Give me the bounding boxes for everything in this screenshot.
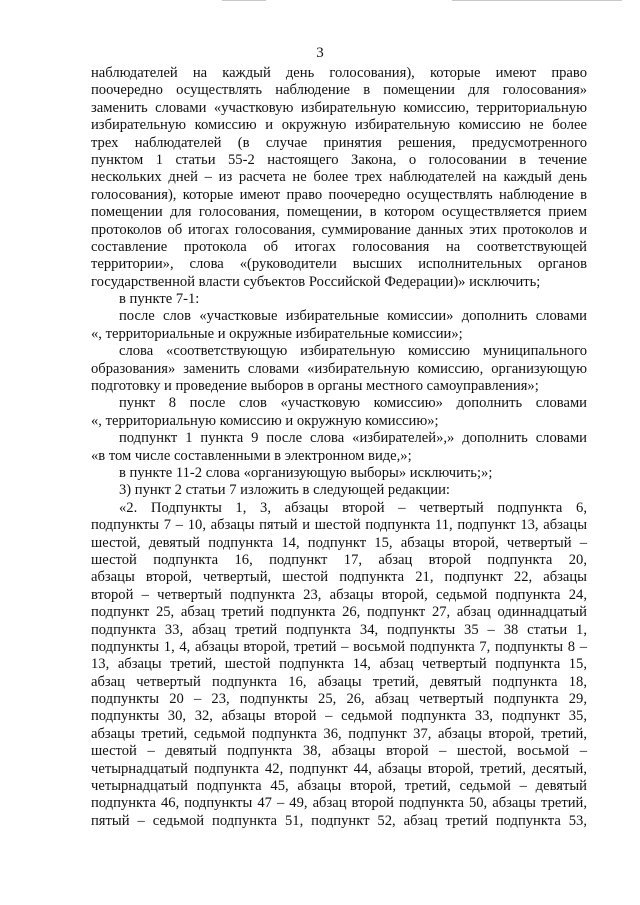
- text-line: шестой – девятый подпункта 38, абзацы второй – шестой, восьмой –: [91, 743, 587, 760]
- text-line: абзацы третий, седьмой подпункта 36, подпункт 37, абзацы второй, третий,: [91, 725, 587, 742]
- text-line: шестой, девятый подпункта 14, подпункт 15, абзацы второй, четвертый –: [91, 534, 587, 551]
- text-line: нескольких дней – из расчета не более трех наблюдателей на каждый день: [91, 169, 587, 186]
- text-line: подпункты 20 – 23, подпункты 25, 26, абзац четвертый подпункта 29,: [91, 691, 587, 708]
- text-line: поочередно осуществлять наблюдение в помещении для голосования»: [91, 82, 587, 99]
- text-line: подпункты 1, 4, абзацы второй, третий – восьмой подпункта 7, подпункты 8 –: [91, 638, 587, 655]
- text-line: трех наблюдателей (в случае принятия решения, предусмотренного: [91, 134, 587, 151]
- text-line: абзацы второй, четвертый, шестой подпункта 21, подпункт 22, абзацы: [91, 569, 587, 586]
- text-line: в пункте 11-2 слова «организующую выборы» исключить;»;: [119, 464, 493, 481]
- text-line: подпункт 1 пункта 9 после слова «избирателей»,» дополнить словами: [119, 430, 587, 447]
- text-line: 3) пункт 2 статьи 7 изложить в следующей редакции:: [119, 482, 450, 499]
- text-line: пунктом 1 статьи 55-2 настоящего Закона, о голосовании в течение: [91, 151, 587, 168]
- text-line: подпункты 7 – 10, абзацы пятый и шестой подпункта 11, подпункт 13, абзацы: [91, 517, 587, 534]
- document-body: [91, 65, 587, 830]
- text-line: подпункта 46, подпункты 47 – 49, абзац второй подпункта 50, абзацы третий,: [91, 795, 587, 812]
- text-line: «, территориальную комиссию и окружную комиссию»;: [91, 412, 439, 429]
- text-line: второй – четвертый подпункта 23, абзацы второй, седьмой подпункта 24,: [91, 586, 587, 603]
- text-line: территории», слова «(руководители высших исполнительных органов: [91, 256, 587, 273]
- text-line: государственной власти субъектов Российской Федерации)» исключить;: [91, 273, 541, 290]
- text-line: пункт 8 после слов «участковую комиссию» дополнить словами: [119, 395, 587, 412]
- scan-edge-right: [452, 0, 622, 1]
- text-line: шестой подпункта 16, подпункт 17, абзац второй подпункта 20,: [91, 551, 587, 568]
- text-line: «, территориальные и окружные избирательные комиссии»;: [91, 325, 463, 342]
- text-line: составление протокола об итогах голосования на соответствующей: [91, 238, 587, 255]
- text-line: наблюдателей на каждый день голосования), которые имеют право: [91, 65, 587, 81]
- text-line: подпункт 25, абзац третий подпункта 26, подпункт 27, абзац одиннадцатый: [91, 604, 587, 621]
- text-line: подпункты 30, 32, абзацы второй – седьмой подпункта 33, подпункт 35,: [91, 708, 587, 725]
- text-line: протоколов об итогах голосования, суммирование данных этих протоколов и: [91, 221, 587, 238]
- text-line: голосования), которые имеют право поочередно осуществлять наблюдение в: [91, 186, 587, 203]
- text-line: избирательную комиссию и окружную избирательную комиссию не более: [91, 117, 587, 134]
- text-line: «в том числе составленными в электронном виде,»;: [91, 447, 412, 464]
- text-line: подготовку и проведение выборов в органы местного самоуправления»;: [91, 378, 539, 395]
- text-line: заменить словами «участковую избирательную комиссию, территориальную: [91, 99, 587, 116]
- scan-edge-left: [222, 0, 266, 1]
- text-line: образования» заменить словами «избирательную комиссию, организующую: [91, 360, 587, 377]
- text-line: четырнадцатый подпункта 45, абзацы второй, третий, седьмой – девятый: [91, 778, 587, 795]
- text-line: после слов «участковые избирательные комиссии» дополнить словами: [119, 308, 587, 325]
- text-line: четырнадцатый подпункта 42, подпункт 44, абзацы второй, третий, десятый,: [91, 760, 587, 777]
- text-line: помещении для голосования, помещении, в котором осуществляется прием: [91, 204, 587, 221]
- text-line: слова «соответствующую избирательную комиссию муниципального: [119, 343, 587, 360]
- text-line: абзац четвертый подпункта 16, абзацы третий, девятый подпункта 18,: [91, 673, 587, 690]
- text-line: пятый – седьмой подпункта 51, подпункт 52, абзац третий подпункта 53,: [91, 812, 587, 829]
- page-number: 3: [316, 45, 324, 61]
- text-line: «2. Подпункты 1, 3, абзацы второй – четвертый подпункта 6,: [119, 499, 587, 516]
- text-line: 13, абзацы третий, шестой подпункта 14, абзац четвертый подпункта 15,: [91, 656, 587, 673]
- text-line: в пункте 7-1:: [119, 291, 200, 308]
- text-line: подпункта 33, абзац третий подпункта 34, подпункты 35 – 38 статьи 1,: [91, 621, 587, 638]
